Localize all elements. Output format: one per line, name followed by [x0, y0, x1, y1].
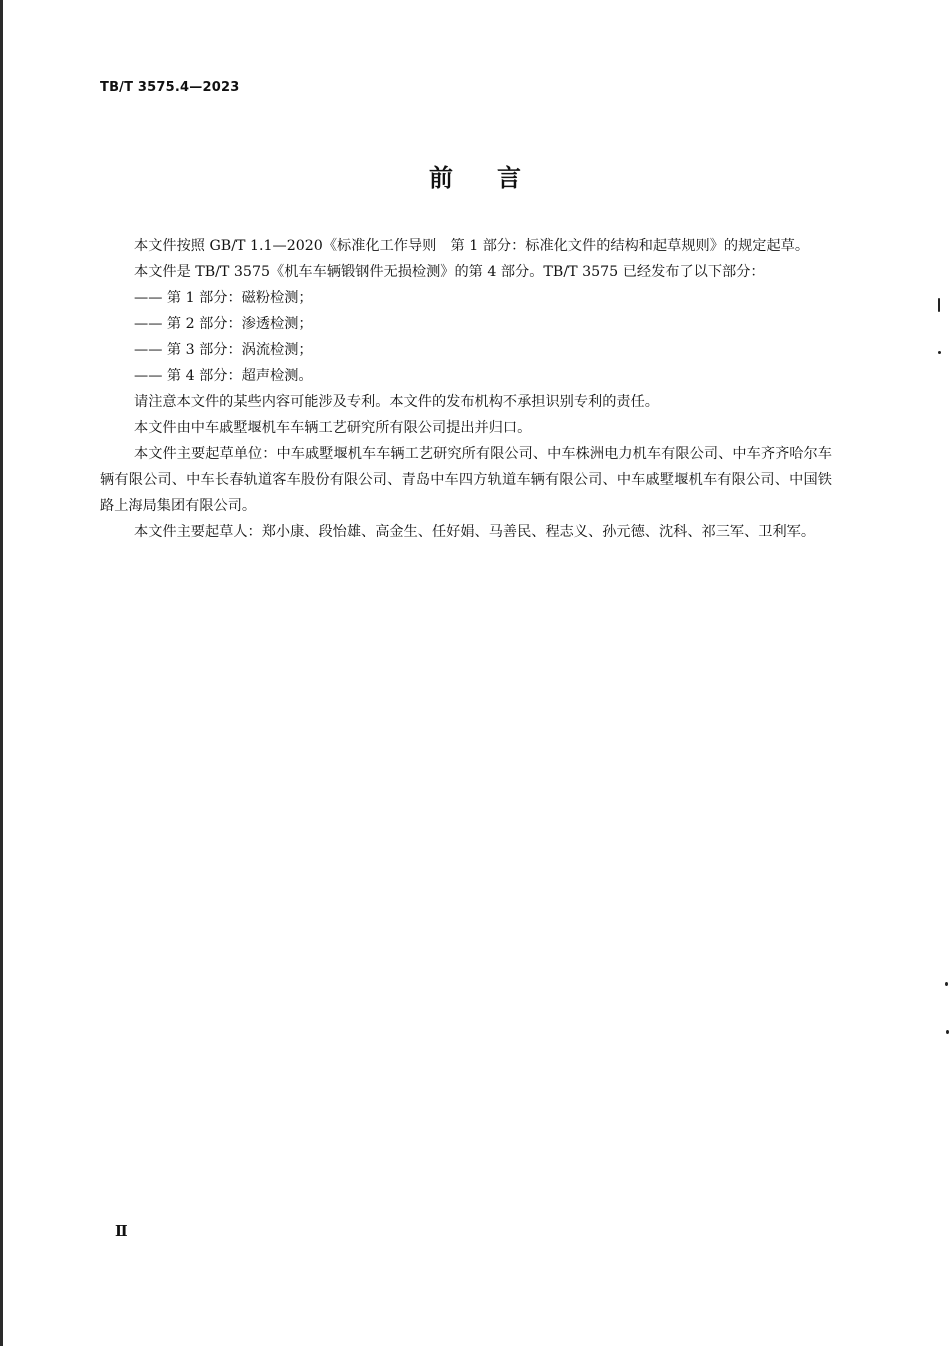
paragraph-series-intro: 本文件是 TB/T 3575《机车车辆锻钢件无损检测》的第 4 部分。TB/T 3575 已经发布了以下部分：	[134, 264, 765, 280]
paragraph-drafting-units: 本文件主要起草单位：中车戚墅堰机车车辆工艺研究所有限公司、中车株洲电力机车有限公司、中车齐齐哈尔车辆有限公司、中车长春轨道客车股份有限公司、青岛中车四方轨道车辆有限公司、中车戚墅堰机车有限公司、中国铁路上海局集团有限公司。	[100, 446, 832, 514]
scan-speck	[938, 298, 940, 312]
list-item-part-3: —— 第 3 部分：涡流检测；	[134, 342, 313, 358]
standard-code-header: TB/T 3575.4—2023	[100, 80, 240, 95]
paragraph-drafters: 本文件主要起草人：郑小康、段怡雄、高金生、任好娟、马善民、程志义、孙元德、沈科、祁三军、卫利军。	[134, 524, 816, 540]
scan-speck	[938, 351, 941, 354]
foreword-body	[100, 233, 832, 545]
list-item-part-2: —— 第 2 部分：渗透检测；	[134, 316, 313, 332]
list-item-part-1: —— 第 1 部分：磁粉检测；	[134, 290, 313, 306]
paragraph-patent-notice: 请注意本文件的某些内容可能涉及专利。本文件的发布机构不承担识别专利的责任。	[134, 394, 659, 410]
page-edge-shadow	[0, 0, 3, 1346]
paragraph-drafting-rules: 本文件按照 GB/T 1.1—2020《标准化工作导则 第 1 部分：标准化文件的结构和起草规则》的规定起草。	[134, 238, 810, 254]
scan-speck	[946, 1030, 949, 1034]
list-item-part-4: —— 第 4 部分：超声检测。	[134, 368, 313, 384]
page-title: 前言	[429, 164, 565, 192]
paragraph-proposer: 本文件由中车戚墅堰机车车辆工艺研究所有限公司提出并归口。	[134, 420, 532, 436]
page-number: Ⅱ	[115, 1222, 128, 1240]
scan-speck	[945, 982, 948, 986]
